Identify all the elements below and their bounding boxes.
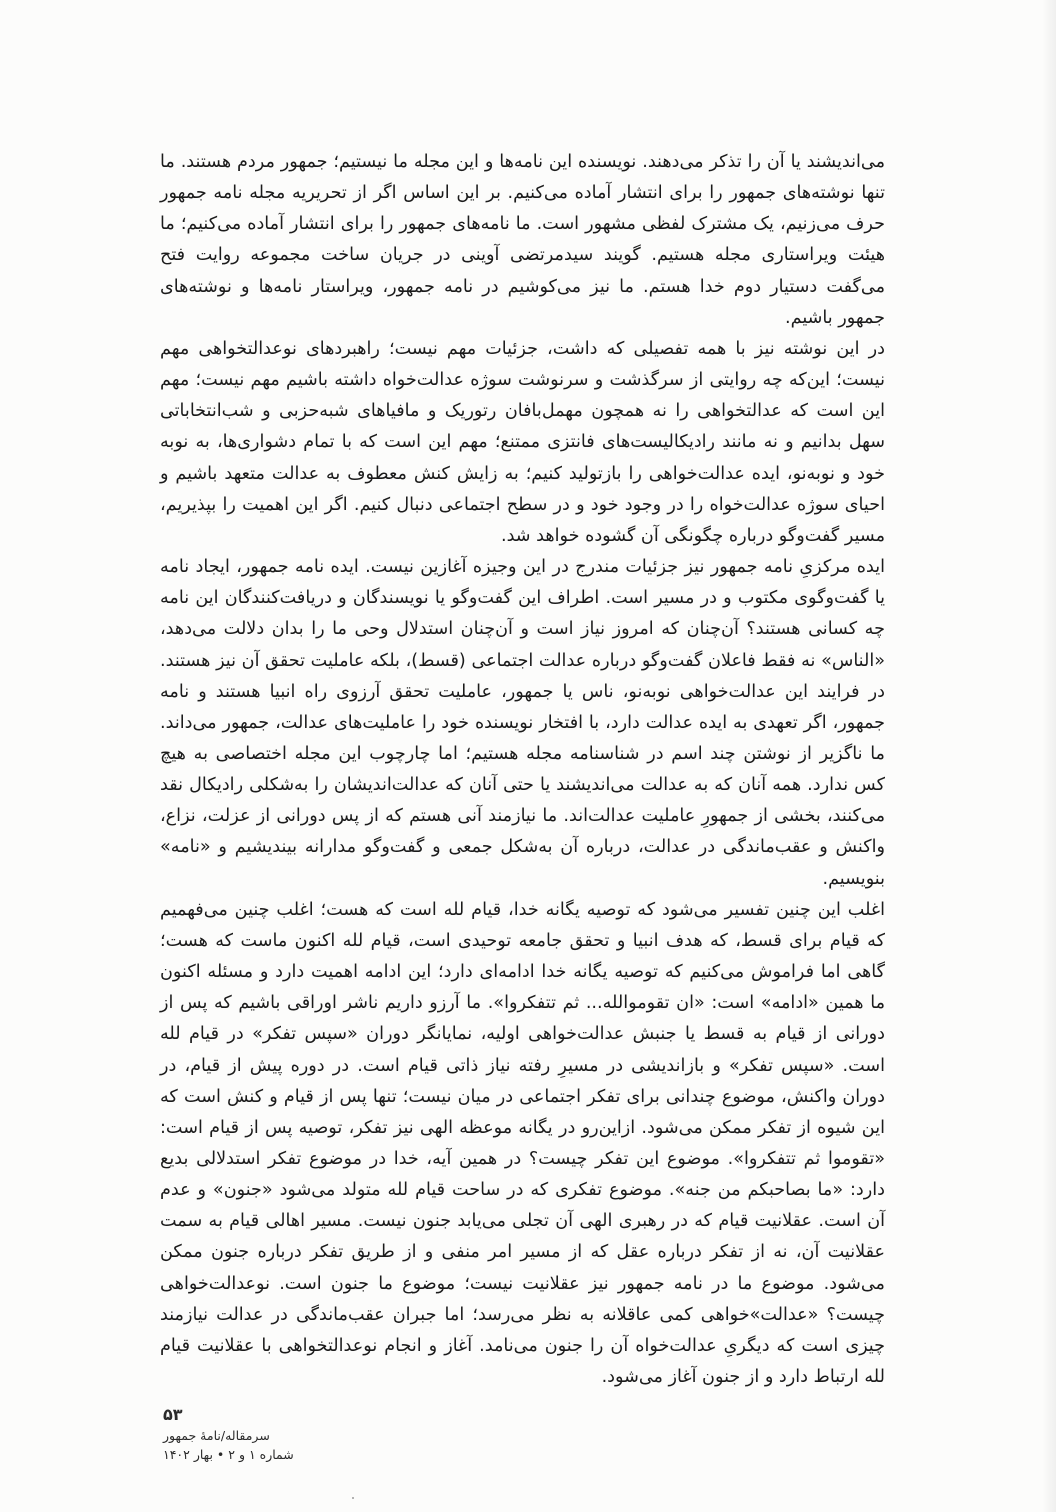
article-body bbox=[160, 147, 885, 1393]
paragraph-4: اغلب این چنین تفسیر می‌شود که توصیه یگانه خدا، قیام لله است که هست؛ اغلب چنین می‌فهمیم که قیام برای قسط، که هدف انبیا و تحقق جامعه توحیدی است، قیام لله اکنون ماست که هست؛ گاهی اما فراموش می‌کنیم که توصیه یگانه خدا ادامه‌ای دارد؛ این ادامه اهمیت دارد و مسئله اکنون ما همین «ادامه» است: «ان تقوموالله... ثم تتفکروا». ما آرزو داریم ناشر اوراقی باشیم که پس از دورانی از قیام به قسط یا جنبش عدالت‌خواهی اولیه، نمایانگر دوران «سپس تفکر» در قیام لله است. «سپس تفکر» و بازاندیشی در مسیرِ رفته نیاز ذاتی قیام است. در دوره پیش از قیام، در دوران واکنش، موضوع چندانی برای تفکر اجتماعی در میان نیست؛ تنها پس از قیام و کنش است که این شیوه از تفکر ممکن می‌شود. ازاین‌رو در یگانه موعظه الهی نیز تفکر، توصیه پس از قیام است: «تقوموا ثم تتفکروا». موضوع این تفکر چیست؟ در همین آیه، خدا در موضوع تفکر استدلالی بدیع دارد: «ما بصاحبکم من جنه». موضوع تفکری که در ساحت قیام لله متولد می‌شود «جنون» و عدم آن است. عقلانیت قیام که در رهبری الهی آن تجلی می‌یابد جنون نیست. مسیر اهالی قیام به سمت عقلانیت آن، نه از تفکر درباره عقل که از مسیر امر منفی و از طریق تفکر درباره جنون ممکن می‌شود. موضوع ما در نامه جمهور نیز عقلانیت نیست؛ موضوع ما جنون است. نوعدالت‌خواهی چیست؟ «عدالت»خواهی کمی عاقلانه به نظر می‌رسد؛ اما جبران عقب‌ماندگی در عدالت نیازمند چیزی است که دیگریِ عدالت‌خواه آن را جنون می‌نامد. آغاز و انجام نوعدالتخواهی با عقلانیت قیام لله ارتباط دارد و از جنون آغاز می‌شود. bbox=[160, 899, 885, 1388]
page-footer bbox=[163, 1404, 294, 1464]
page-edge-shadow bbox=[1042, 0, 1056, 1512]
paragraph-2: در این نوشته نیز با همه تفصیلی که داشت، جزئیات مهم نیست؛ راهبردهای نوعدالتخواهی مهم نیست؛ این‌که چه روایتی از سرگذشت و سرنوشت سوژه عدالت‌خواه داشته باشیم مهم نیست؛ مهم این است که عدالتخواهی را نه همچون مهمل‌بافان رتوریک و مافیاهای شبه‌حزبی و شب‌انتخاباتی سهل بدانیم و نه مانند رادیکالیست‌های فانتزی ممتنع؛ مهم این است که با تمام دشواری‌ها، به نوبه خود و نوبه‌نو، ایده عدالت‌خواهی را بازتولید کنیم؛ به زایش کنش معطوف به عدالت متعهد باشیم و احیای سوژه عدالت‌خواه را در وجود خود و در سطح اجتماعی دنبال کنیم. اگر این اهمیت را بپذیریم، مسیر گفت‌وگو درباره چگونگی آن گشوده خواهد شد. bbox=[160, 338, 885, 546]
paragraph-3: ایده مرکزیِ نامه جمهور نیز جزئیات مندرج در این وجیزه آغازین نیست. ایده نامه جمهور، ایجاد نامه یا گفت‌وگوی مکتوب و در مسیر است. اطراف این گفت‌وگو یا نویسندگان و دریافت‌کنندگان این نامه چه کسانی هستند؟ آن‌چنان که امروز نیاز است و آن‌چنان استدلال وحی ما را بدان دلالت می‌دهد، «الناس» نه فقط فاعلان گفت‌وگو درباره عدالت اجتماعی (قسط)، بلکه عاملیت تحقق آن نیز هستند. در فرایند این عدالت‌خواهی نوبه‌نو، ناس یا جمهور، عاملیت تحقق آرزوی راه انبیا هستند و نامه جمهور، اگر تعهدی به ایده عدالت دارد، با افتخار نویسنده خود را عاملیت‌های عدالت، جمهور می‌داند. ما ناگزیر از نوشتن چند اسم در شناسنامه مجله هستیم؛ اما چارچوب این مجله اختصاصی به هیچ کس ندارد. همه آنان که به عدالت می‌اندیشند یا حتی آنان که عدالت‌اندیشان را به‌شکلی رادیکال نقد می‌کنند، بخشی از جمهورِ عاملیت عدالت‌اند. ما نیازمند آنی هستم که از پس دورانی از عزلت، نزاع، واکنش و عقب‌ماندگی در عدالت، درباره آن به‌شکل جمعی و گفت‌وگو مدارانه بیندیشیم و «نامه» بنویسیم. bbox=[160, 557, 885, 889]
paragraph-1: می‌اندیشند یا آن را تذکر می‌دهند. نویسنده این نامه‌ها و این مجله ما نیستیم؛ جمهور مردم هستند. ما تنها نوشته‌های جمهور را برای انتشار آماده می‌کنیم. بر این اساس اگر از تحریریه مجله نامه جمهور حرف می‌زنیم، یک مشترک لفظی مشهور است. ما نامه‌های جمهور را برای انتشار آماده می‌کنیم؛ ما هیئت ویراستاری مجله هستیم. گویند سیدمرتضی آوینی در جریان ساخت مجموعه روایت فتح می‌گفت دستیار دوم خدا هستم. ما نیز می‌کوشیم در نامه جمهور، ویراستار نامه‌ها و نوشته‌های جمهور باشیم. bbox=[160, 152, 885, 328]
page-number: ۵۳ bbox=[163, 1405, 183, 1424]
paper-speck bbox=[352, 1497, 354, 1499]
section-name: سرمقاله/نامهٔ جمهور bbox=[163, 1428, 270, 1443]
issue-line: شماره ۱ و ۲ • بهار ۱۴۰۲ bbox=[163, 1447, 294, 1462]
